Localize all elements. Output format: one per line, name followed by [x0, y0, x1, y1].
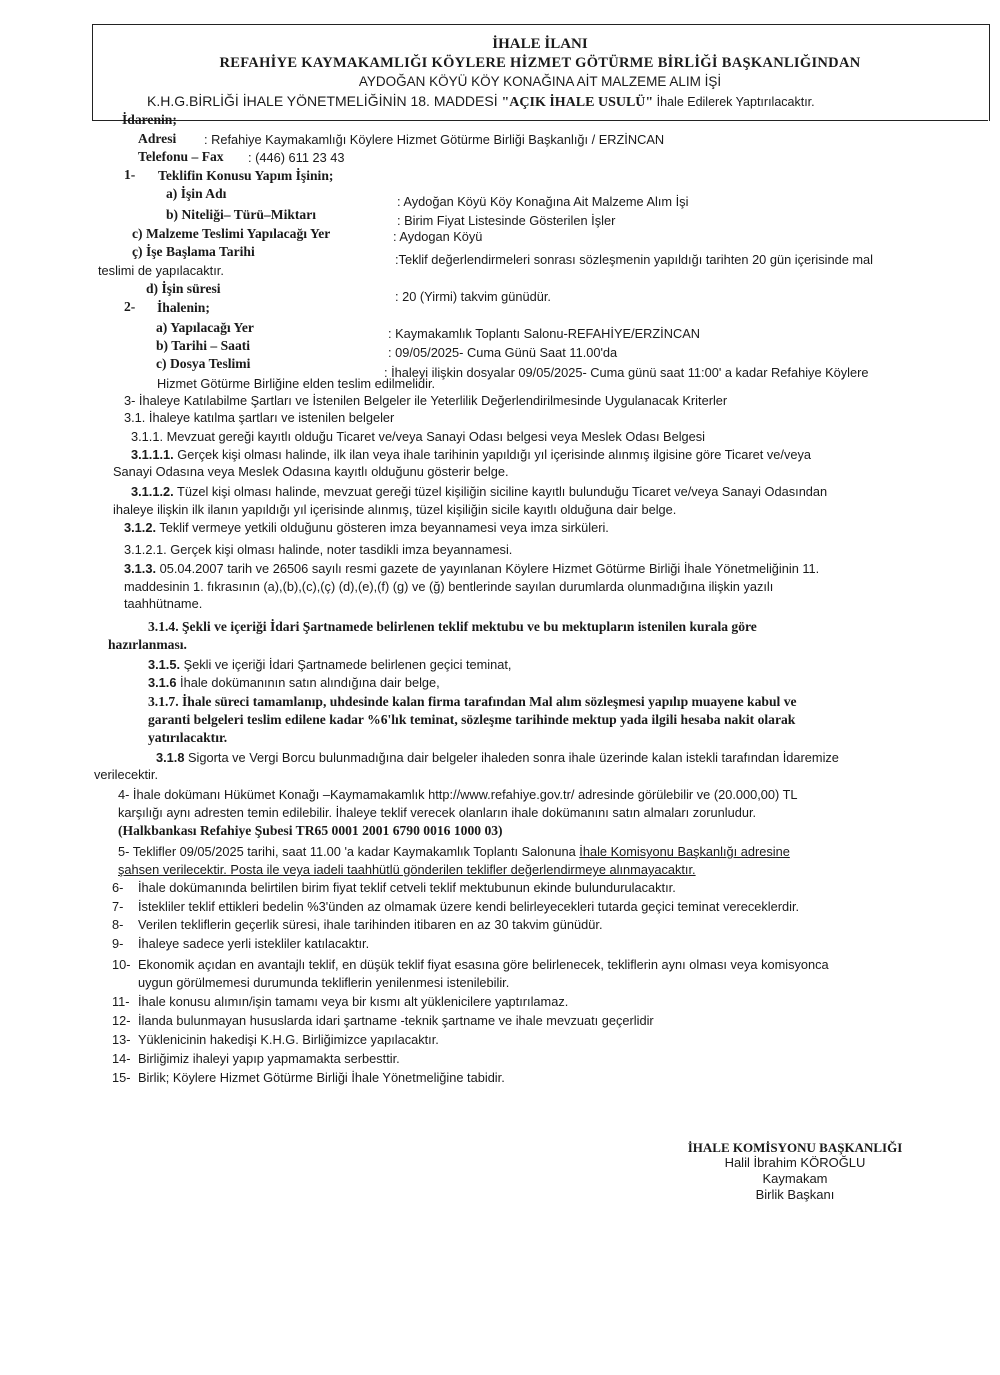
section-4-cont: karşılığı aynı adresten temin edilebilir. İhaleye teklif verecek olanların ihale dokümanını satın almaları zorunludur.: [118, 805, 757, 820]
section-3-1-1-1: 3.1.1.1. Gerçek kişi olması halinde, ilk ilan veya ihale tarihinin yapıldığı yıl içerisinde alınmış ilgisine göre Ticaret ve/veya: [131, 447, 811, 462]
tender-place-label: a) Yapılacağı Yer: [156, 320, 254, 335]
address-value: : Refahiye Kaymakamlığı Köylere Hizmet Götürme Birliği Başkanlığı / ERZİNCAN: [204, 132, 665, 147]
job-name-value: : Aydoğan Köyü Köy Konağına Ait Malzeme Alım İşi: [397, 194, 689, 209]
signature-role-2: Birlik Başkanı: [755, 1187, 835, 1202]
signature-role: Kaymakam: [762, 1171, 828, 1186]
section-3-1-2: 3.1.2. Teklif vermeye yetkili olduğunu gösteren imza beyannamesi veya imza sirküleri.: [124, 520, 609, 535]
section-3-1-3-cont: maddesinin 1. fıkrasının (a),(b),(c),(ç) (d),(e),(f) (g) ve (ğ) bentlerinde sayılan durumlarda olunmadığına ilişkin yazılı: [124, 579, 774, 594]
address-label: Adresi: [138, 131, 177, 146]
section-3-1-4-cont: hazırlanması.: [108, 637, 187, 652]
tender-datetime-label: b) Tarihi – Saati: [156, 338, 251, 353]
section-3-1-5: 3.1.5. Şekli ve içeriği İdari Şartnamede belirlenen geçici teminat,: [148, 657, 512, 672]
section-3-1-7: 3.1.7. İhale süreci tamamlanıp, uhdesinde kalan firma tarafından Mal alım sözleşmesi yapılıp muayene kabul ve: [148, 694, 797, 709]
section-5: 5- Teklifler 09/05/2025 tarihi, saat 11.00 'a kadar Kaymakamlık Toplantı Salonuna İhale Komisyonu Başkanlığı adresine: [118, 844, 790, 859]
section-1-heading: Teklifin Konusu Yapım İşinin;: [158, 168, 334, 183]
tender-place-value: : Kaymakamlık Toplantı Salonu-REFAHİYE/ERZİNCAN: [388, 326, 700, 341]
issuing-organization: REFAHİYE KAYMAKAMLIĞI KÖYLERE HİZMET GÖTÜRME BİRLİĞİ BAŞKANLIĞINDAN: [219, 55, 861, 71]
item-13: 13- Yüklenicinin hakedişi K.H.G. Birliğimizce yapılacaktır.: [112, 1032, 439, 1047]
section-3-1-2-1: 3.1.2.1. Gerçek kişi olması halinde, noter tasdikli imza beyannamesi.: [124, 542, 513, 557]
job-name-label: a) İşin Adı: [166, 186, 227, 201]
item-11: 11- İhale konusu alımın/işin tamamı veya bir kısmı alt yüklenicilere yaptırılamaz.: [112, 994, 569, 1009]
section-3-1-1-1-cont: Sanayi Odasına veya Meslek Odasına kayıtlı olduğunu gösterir belge.: [113, 464, 509, 479]
job-type-value: : Birim Fiyat Listesinde Gösterilen İşler: [397, 213, 616, 228]
section-3-1-8-cont: verilecektir.: [94, 767, 159, 782]
section-4: 4- İhale dokümanı Hükümet Konağı –Kaymamakamlık http://www.refahiye.gov.tr/ adresinde görülebilir ve (20.000,00) TL: [118, 787, 798, 802]
notice-title: İHALE İLANI: [492, 36, 588, 52]
header-divider: [92, 120, 988, 121]
section-1-number: 1-: [124, 167, 136, 182]
section-3-1-7-cont2: yatırılacaktır.: [148, 730, 228, 745]
phone-label: Telefonu – Fax: [138, 149, 224, 164]
signature-title: İHALE KOMİSYONU BAŞKANLIĞI: [687, 1140, 903, 1155]
item-14: 14- Birliğimiz ihaleyi yapıp yapmamakta serbesttir.: [112, 1051, 400, 1066]
section-3-1-6: 3.1.6 İhale dokümanının satın alındığına dair belge,: [148, 675, 440, 690]
section-3-1-4: 3.1.4. Şekli ve içeriği İdari Şartnamede belirlenen teklif mektubu ve bu mektupların istenilen kurala göre: [148, 619, 757, 634]
tender-subject: AYDOĞAN KÖYÜ KÖY KONAĞINA AİT MALZEME ALIM İŞİ: [358, 74, 722, 89]
item-8: 8- Verilen tekliflerin geçerlik süresi, ihale tarihinden itibaren en az 30 takvim günüdür.: [112, 917, 603, 932]
item-10: 10- Ekonomik açıdan en avantajlı teklif, en düşük teklif fiyat esasına göre belirlenecek, tekliflerin aynı olması veya komisyonca: [112, 957, 829, 972]
section-3-1-3: 3.1.3. 05.04.2007 tarih ve 26506 sayılı resmi gazete de yayınlanan Köylere Hizmet Götürme Birliği İhale Yönetmeliğinin 11.: [124, 561, 820, 576]
start-date-value: :Teklif değerlendirmeleri sonrası sözleşmenin yapıldığı tarihten 20 gün içerisinde mal: [395, 252, 873, 267]
section-3-1: 3.1. İhaleye katılma şartları ve istenilen belgeler: [124, 410, 395, 425]
admin-heading: İdarenin;: [122, 112, 177, 127]
section-2-heading: İhalenin;: [157, 300, 210, 315]
section-3-1-3-cont2: taahhütname.: [124, 596, 203, 611]
section-3-1-1-2-cont: ihaleye ilişkin ilk ilanın yapıldığı yıl içerisinde alınmış, tüzel kişiliğin sicile kayıtlı olduğuna dair belge.: [113, 502, 677, 517]
file-submission-value: : İhaleyi ilişkin dosyalar 09/05/2025- Cuma günü saat 11:00' a kadar Refahiye Köylere: [384, 365, 869, 380]
section-3-1-7-cont: garanti belgeleri teslim edilene kadar %6'lık teminat, sözleşme tarihinde mektup yada ilgili hesaba nakit olarak: [148, 712, 796, 727]
file-submission-continued: Hizmet Götürme Birliğine elden teslim edilmelidir.: [157, 376, 436, 391]
section-3-1-1-2: 3.1.1.2. Tüzel kişi olması halinde, mevzuat gereği tüzel kişiliğin siciline kayıtlı bulunduğu Ticaret ve/veya Sanayi Odasından: [131, 484, 828, 499]
section-2-number: 2-: [124, 299, 136, 314]
item-6: 6- İhale dokümanında belirtilen birim fiyat teklif cetveli teklif mektubunun ekinde bulundurulacaktır.: [112, 880, 676, 895]
regulation-line: K.H.G.BİRLİĞİ İHALE YÖNETMELİĞİNİN 18. MADDESİ "AÇIK İHALE USULÜ" İhale Edilerek Yaptırılacaktır.: [147, 93, 815, 110]
start-date-continued: teslimi de yapılacaktır.: [98, 263, 224, 278]
item-7: 7- İstekliler teklif ettikleri bedelin %3'ünden az olmamak üzere kendi belirleyecekleri tutarda geçici teminat vereceklerdir.: [112, 899, 800, 914]
job-type-label: b) Niteliği– Türü–Miktarı: [166, 207, 317, 222]
section-3-1-8: 3.1.8 Sigorta ve Vergi Borcu bulunmadığına dair belgeler ihaleden sonra ihale üzerinde kalan istekli tarafından İdaremize: [156, 750, 839, 765]
duration-value: : 20 (Yirmi) takvim günüdür.: [395, 289, 551, 304]
delivery-place-value: : Aydogan Köyü: [393, 229, 483, 244]
signature-name: Halil İbrahim KÖROĞLU: [724, 1155, 866, 1170]
section-5-cont: şahsen verilecektir. Posta ile veya iadeli taahhütlü gönderilen teklifler değerlendirmeye alınmayacaktır.: [118, 862, 696, 877]
file-submission-label: c) Dosya Teslimi: [156, 356, 251, 371]
item-10-cont: uygun görülmemesi durumunda tekliflerin yenilenmesi istenilebilir.: [138, 975, 510, 990]
bank-account: (Halkbankası Refahiye Şubesi TR65 0001 2001 6790 0016 1000 03): [118, 823, 503, 838]
section-3-heading: 3- İhaleye Katılabilme Şartları ve İstenilen Belgeler ile Yeterlilik Değerlendirilmesinde Uygulanacak Kriterler: [124, 393, 728, 408]
item-9: 9- İhaleye sadece yerli istekliler katılacaktır.: [112, 936, 370, 951]
item-12: 12- İlanda bulunmayan hususlarda idari şartname -teknik şartname ve ihale mevzuatı geçerlidir: [112, 1013, 654, 1028]
duration-label: d) İşin süresi: [146, 281, 221, 296]
start-date-label: ç) İşe Başlama Tarihi: [132, 244, 255, 259]
tender-datetime-value: : 09/05/2025- Cuma Günü Saat 11.00'da: [388, 345, 618, 360]
delivery-place-label: c) Malzeme Teslimi Yapılacağı Yer: [132, 226, 331, 241]
phone-value: : (446) 611 23 43: [248, 150, 345, 165]
section-3-1-1: 3.1.1. Mevzuat gereği kayıtlı olduğu Ticaret ve/veya Sanayi Odası belgesi veya Meslek Odası Belgesi: [131, 429, 706, 444]
item-15: 15- Birlik; Köylere Hizmet Götürme Birliği İhale Yönetmeliğine tabidir.: [112, 1070, 505, 1085]
